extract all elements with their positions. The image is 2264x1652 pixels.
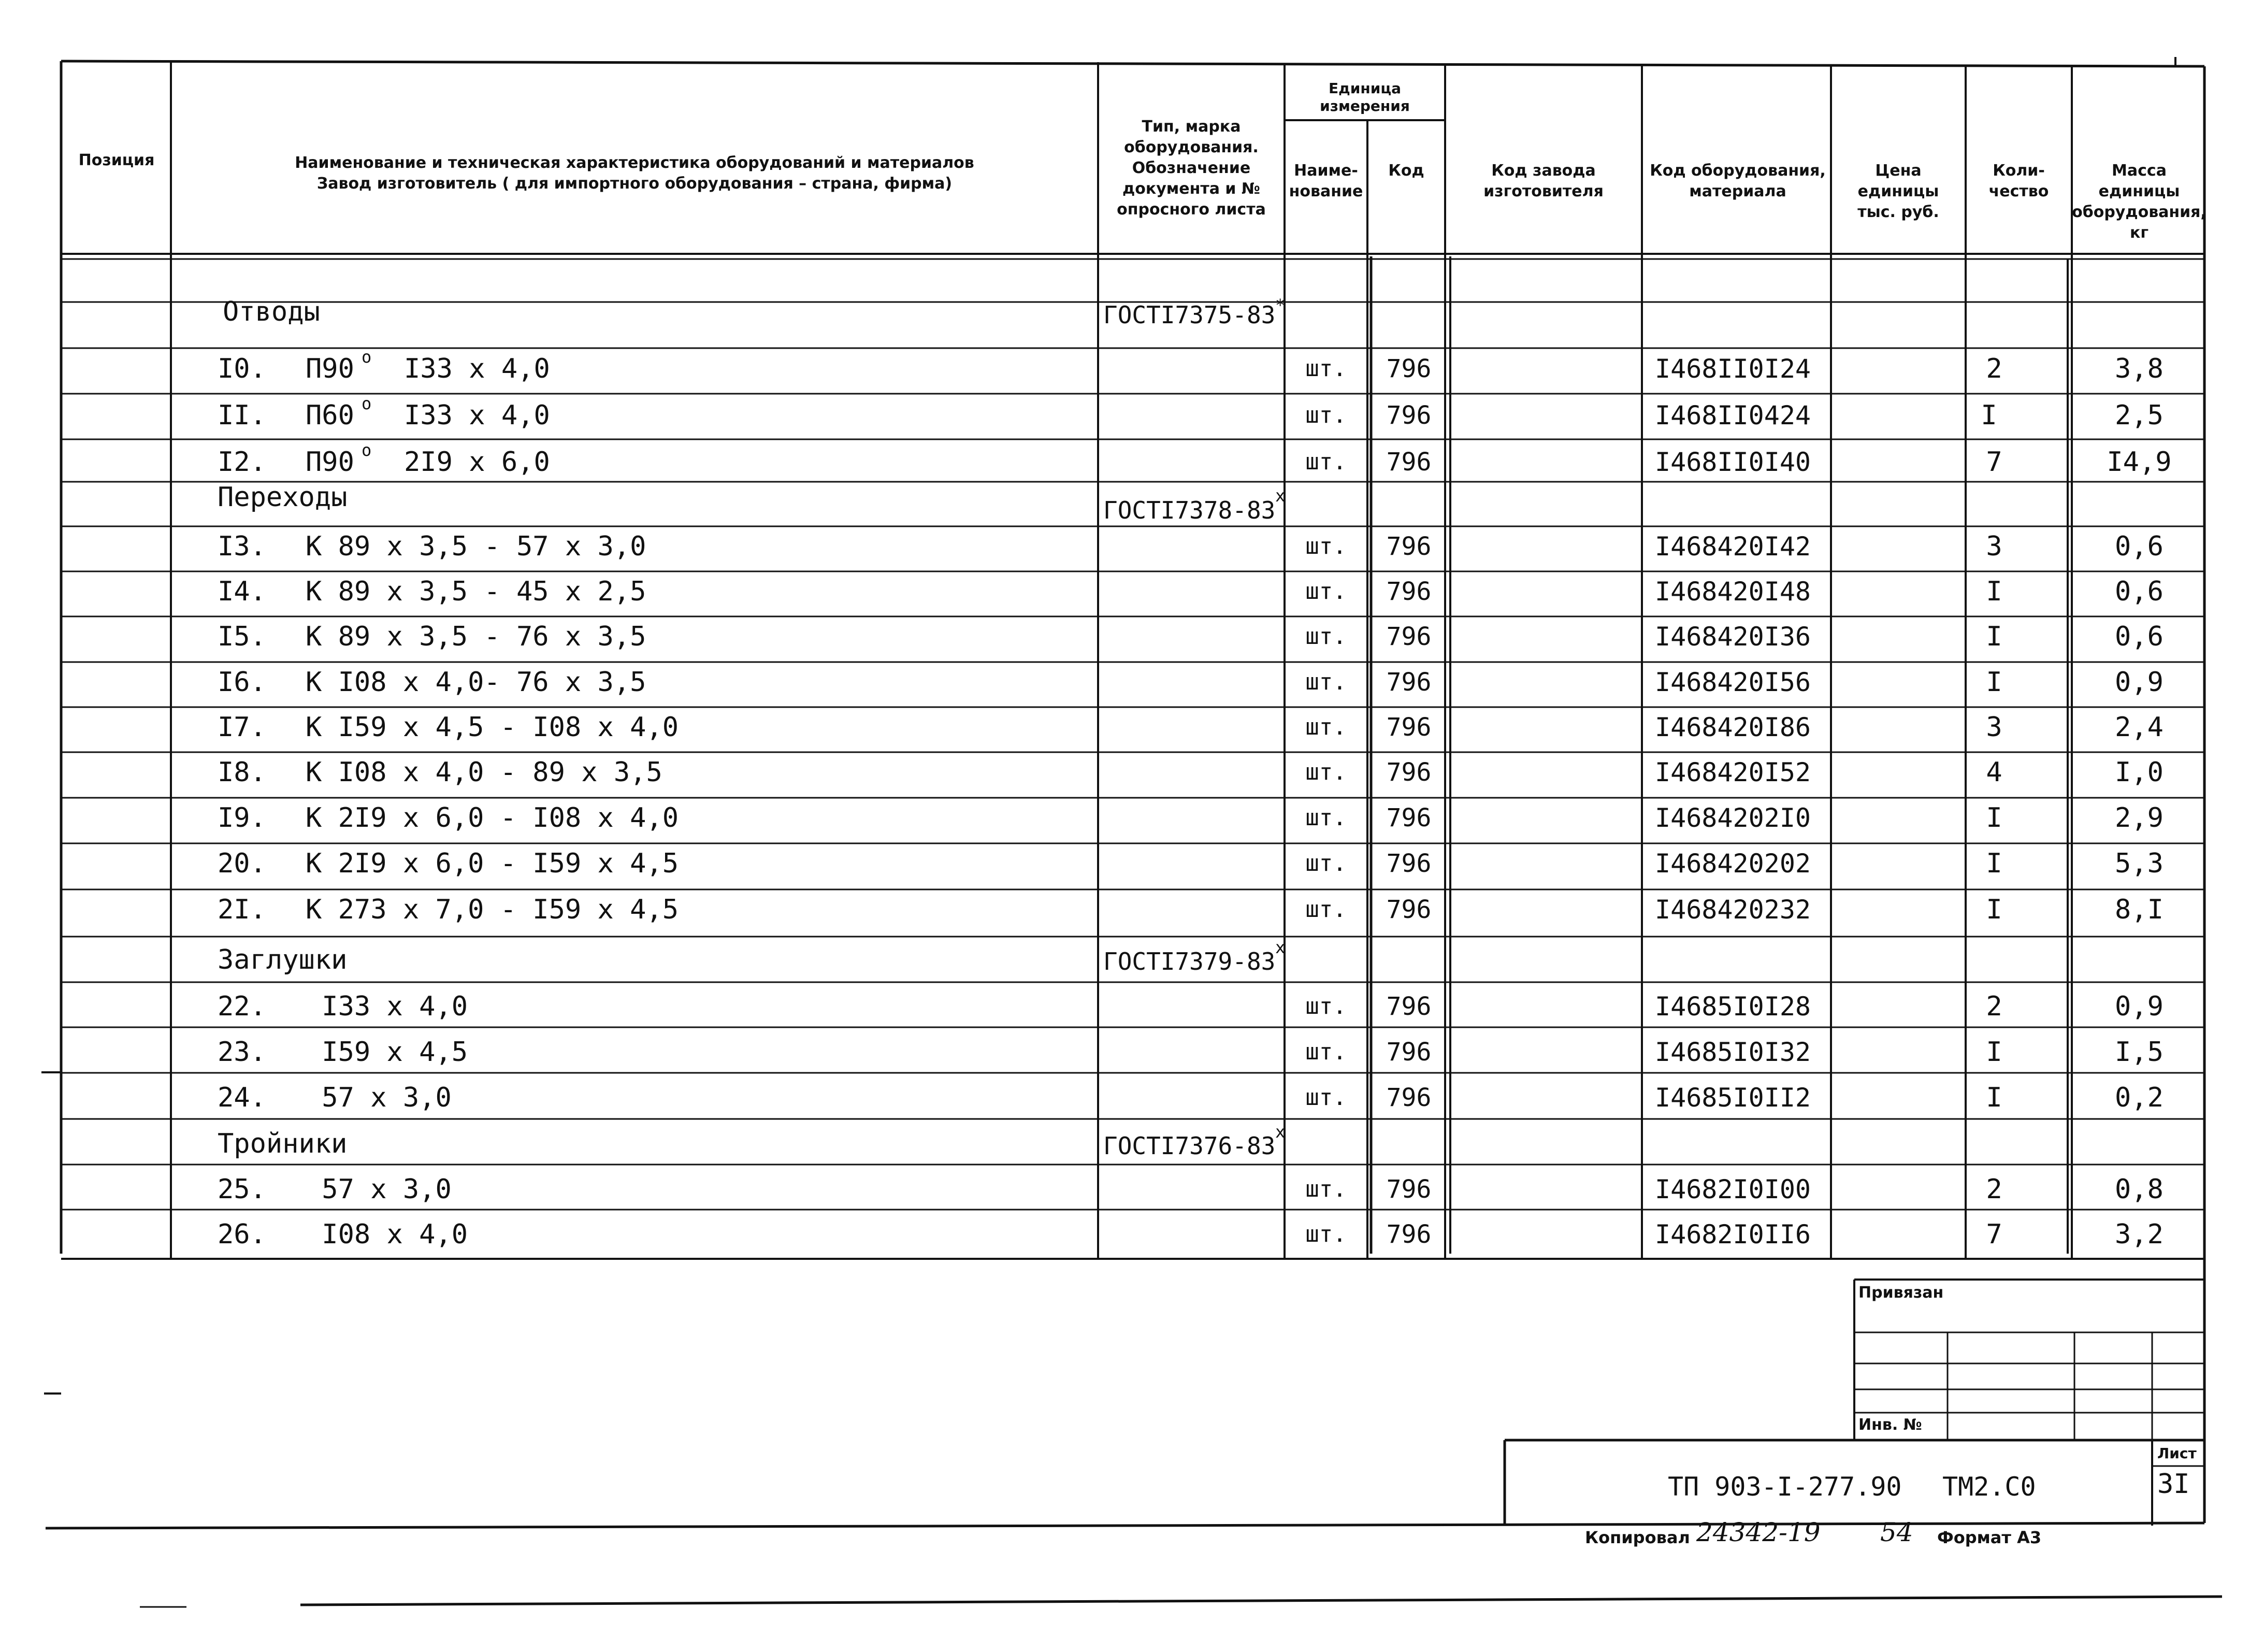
stamp-doc-number: ТП 903-I-277.90	[1668, 1472, 1902, 1502]
header-equip-code: Код оборудования, материала	[1650, 162, 1826, 200]
row-mass: 5,3	[2115, 848, 2164, 879]
row-size: I33 x 4,0	[404, 400, 550, 431]
stamp-inv-label: Инв. №	[1858, 1416, 1922, 1434]
row-equip-code: I468420I52	[1655, 757, 1811, 787]
row-code: 796	[1386, 354, 1432, 383]
row-qty: 2	[1986, 1174, 2002, 1205]
header-unit-name: Наиме- нование	[1289, 162, 1363, 200]
row-position: 22.	[218, 991, 266, 1022]
row-code: 796	[1386, 577, 1432, 606]
row-unit: шт.	[1305, 449, 1347, 475]
stamp-sheet-number: 3I	[2157, 1469, 2190, 1500]
group-title: Переходы	[218, 482, 348, 513]
row-position: II.	[218, 400, 266, 431]
row-position: I4.	[218, 576, 266, 607]
row-mass: 0,9	[2115, 667, 2164, 698]
footer-format: Формат А3	[1937, 1528, 2042, 1547]
row-mass: 2,9	[2115, 802, 2164, 834]
row-position: I5.	[218, 621, 266, 652]
row-code: 796	[1386, 992, 1432, 1021]
row-spec: К 2I9 x 6,0 - I08 x 4,0	[306, 802, 679, 834]
row-code: 796	[1386, 713, 1432, 742]
row-position: 2I.	[218, 894, 266, 925]
footer-copied-label: Копировал	[1585, 1528, 1690, 1547]
group-doc: ГОСТI7376-83	[1103, 1132, 1276, 1160]
row-code: 796	[1386, 758, 1432, 787]
row-unit: шт.	[1305, 759, 1347, 785]
row-position: I9.	[218, 802, 266, 834]
row-mass: 0,6	[2115, 531, 2164, 562]
row-unit: шт.	[1305, 993, 1347, 1019]
row-unit: шт.	[1305, 578, 1347, 605]
row-spec: I33 x 4,0	[306, 991, 468, 1022]
row-qty: I	[1986, 576, 2002, 607]
row-code: 796	[1386, 1083, 1432, 1112]
row-mass: 0,2	[2115, 1082, 2164, 1113]
header-price: Цена единицы тыс. руб.	[1857, 162, 1939, 221]
doc-mark: *	[1275, 295, 1286, 315]
row-position: I2.	[218, 447, 266, 478]
row-qty: 7	[1986, 1219, 2002, 1250]
row-unit: шт.	[1305, 669, 1347, 695]
row-qty: I	[1986, 802, 2002, 834]
group-doc: ГОСТI7375-83	[1103, 301, 1276, 329]
group-title: Отводы	[223, 296, 320, 327]
degree-mark: o	[362, 394, 372, 413]
row-spec: К I08 x 4,0 - 89 x 3,5	[306, 757, 662, 788]
degree-mark: o	[362, 347, 372, 367]
row-spec: П90	[306, 447, 354, 478]
stamp-mark: ТМ2.С0	[1942, 1472, 2036, 1502]
row-mass: 3,2	[2115, 1219, 2164, 1250]
row-equip-code: I468420I48	[1655, 577, 1811, 607]
row-qty: 4	[1986, 757, 2002, 788]
row-position: I8.	[218, 757, 266, 788]
row-equip-code: I4684202I0	[1655, 803, 1811, 833]
row-unit: шт.	[1305, 714, 1347, 740]
row-position: 20.	[218, 848, 266, 879]
row-unit: шт.	[1305, 805, 1347, 831]
group-doc: ГОСТI7379-83	[1103, 947, 1276, 975]
row-spec: I59 x 4,5	[306, 1037, 468, 1068]
row-equip-code: I468420I56	[1655, 667, 1811, 697]
row-spec: К 89 x 3,5 - 45 x 2,5	[306, 576, 646, 607]
row-position: 24.	[218, 1082, 266, 1113]
doc-mark: x	[1275, 938, 1286, 957]
row-spec: К 89 x 3,5 - 76 x 3,5	[306, 621, 646, 652]
row-code: 796	[1386, 803, 1432, 832]
group-title: Тройники	[218, 1128, 348, 1159]
row-code: 796	[1386, 895, 1432, 924]
row-equip-code: I468II0424	[1655, 400, 1811, 430]
row-position: 26.	[218, 1219, 266, 1250]
row-position: 25.	[218, 1174, 266, 1205]
row-equip-code: I468420202	[1655, 849, 1811, 879]
row-equip-code: I468420I42	[1655, 531, 1811, 562]
header-unit-group: Единица измерения	[1320, 79, 1410, 114]
footer-copied-number: 24342-19	[1696, 1517, 1821, 1547]
row-equip-code: I468II0I24	[1655, 354, 1811, 384]
row-equip-code: I4685I0I32	[1655, 1037, 1811, 1067]
row-qty: 7	[1986, 447, 2002, 478]
row-code: 796	[1386, 668, 1432, 697]
row-mass: 0,6	[2115, 576, 2164, 607]
group-title: Заглушки	[218, 944, 348, 975]
row-size: 2I9 x 6,0	[404, 447, 550, 478]
row-position: I7.	[218, 712, 266, 743]
row-spec: К 273 x 7,0 - I59 x 4,5	[306, 894, 679, 925]
header-mass: Масса единицы оборудования, кг	[2072, 162, 2207, 242]
row-code: 796	[1386, 1220, 1432, 1249]
row-position: I3.	[218, 531, 266, 562]
row-unit: шт.	[1305, 355, 1347, 382]
row-unit: шт.	[1305, 1176, 1347, 1202]
row-mass: 3,8	[2115, 353, 2164, 384]
row-spec: К I08 x 4,0- 76 x 3,5	[306, 667, 646, 698]
row-code: 796	[1386, 448, 1432, 477]
doc-mark: x	[1275, 486, 1286, 506]
row-mass: I,5	[2115, 1037, 2164, 1068]
row-mass: I4,9	[2107, 447, 2172, 478]
row-spec: К I59 x 4,5 - I08 x 4,0	[306, 712, 679, 743]
row-spec: I08 x 4,0	[306, 1219, 468, 1250]
row-position: 23.	[218, 1037, 266, 1068]
row-mass: 8,I	[2115, 894, 2164, 925]
row-unit: шт.	[1305, 1221, 1347, 1247]
row-qty: 3	[1986, 531, 2002, 562]
row-code: 796	[1386, 401, 1432, 430]
row-equip-code: I4682I0II6	[1655, 1219, 1811, 1249]
header-type: Тип, марка оборудования. Обозначение документа и № опросного листа	[1117, 118, 1266, 219]
row-equip-code: I468420I86	[1655, 712, 1811, 742]
row-qty: I	[1986, 667, 2002, 698]
doc-mark: x	[1275, 1122, 1286, 1142]
header-name: Наименование и техническая характеристика оборудований и материалов Завод изготовитель ( для импортного оборудования – страна, фирма)	[295, 154, 974, 193]
row-equip-code: I4682I0I00	[1655, 1174, 1811, 1204]
row-equip-code: I4685I0I28	[1655, 992, 1811, 1022]
row-unit: шт.	[1305, 850, 1347, 877]
row-position: I0.	[218, 353, 266, 384]
row-code: 796	[1386, 622, 1432, 651]
row-mass: 2,5	[2115, 400, 2164, 431]
row-qty: I	[1986, 848, 2002, 879]
row-unit: шт.	[1305, 896, 1347, 923]
row-spec: П60	[306, 400, 354, 431]
row-unit: шт.	[1305, 533, 1347, 559]
row-mass: 0,8	[2115, 1174, 2164, 1205]
row-spec: 57 x 3,0	[306, 1174, 452, 1205]
row-equip-code: I468420I36	[1655, 622, 1811, 652]
row-spec: П90	[306, 353, 354, 384]
row-spec: К 2I9 x 6,0 - I59 x 4,5	[306, 848, 679, 879]
row-code: 796	[1386, 1038, 1432, 1067]
row-qty: I	[1981, 400, 1997, 431]
row-equip-code: I468420232	[1655, 895, 1811, 925]
row-qty: I	[1986, 1037, 2002, 1068]
stamp-linked-label: Привязан	[1858, 1284, 1944, 1302]
header-position: Позиция	[78, 151, 155, 169]
row-unit: шт.	[1305, 1039, 1347, 1065]
row-position: I6.	[218, 667, 266, 698]
row-qty: I	[1986, 1082, 2002, 1113]
row-qty: I	[1986, 894, 2002, 925]
footer-copied-page: 54	[1880, 1517, 1913, 1547]
row-spec: К 89 x 3,5 - 57 x 3,0	[306, 531, 646, 562]
header-unit-code: Код	[1388, 162, 1424, 180]
row-qty: I	[1986, 621, 2002, 652]
row-code: 796	[1386, 532, 1432, 561]
row-equip-code: I468II0I40	[1655, 447, 1811, 477]
row-equip-code: I4685I0II2	[1655, 1083, 1811, 1113]
header-plant-code: Код завода изготовителя	[1483, 162, 1604, 200]
row-size: I33 x 4,0	[404, 353, 550, 384]
group-doc: ГОСТI7378-83	[1103, 496, 1276, 524]
row-unit: шт.	[1305, 1084, 1347, 1111]
stamp-sheet-label: Лист	[2157, 1445, 2197, 1462]
row-unit: шт.	[1305, 402, 1347, 428]
row-mass: 2,4	[2115, 712, 2164, 743]
row-code: 796	[1386, 849, 1432, 878]
degree-mark: o	[362, 440, 372, 460]
row-qty: 2	[1986, 353, 2002, 384]
header-qty: Коли- чество	[1988, 162, 2049, 200]
row-mass: I,0	[2115, 757, 2164, 788]
row-mass: 0,6	[2115, 621, 2164, 652]
row-unit: шт.	[1305, 623, 1347, 650]
row-qty: 3	[1986, 712, 2002, 743]
row-qty: 2	[1986, 991, 2002, 1022]
row-code: 796	[1386, 1175, 1432, 1204]
row-spec: 57 x 3,0	[306, 1082, 452, 1113]
row-mass: 0,9	[2115, 991, 2164, 1022]
